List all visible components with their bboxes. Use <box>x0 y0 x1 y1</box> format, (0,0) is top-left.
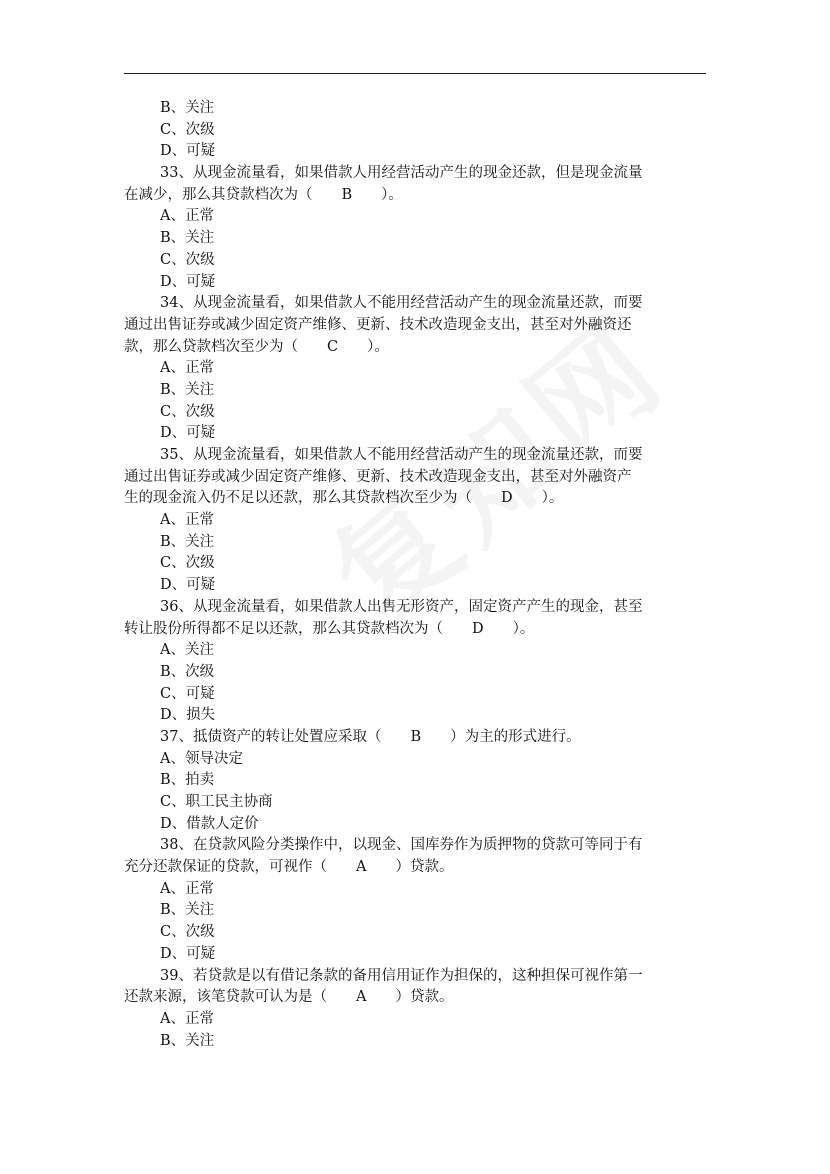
answer-option: A、关注 <box>160 642 214 659</box>
answer-option: B、关注 <box>160 381 215 398</box>
answer-option: A、正常 <box>160 208 214 225</box>
question-continuation: 在减少，那么其贷款档次为（ B ）。 <box>124 186 403 203</box>
answer-option: C、次级 <box>160 251 215 268</box>
question-text: 34、从现金流量看，如果借款人不能用经营活动产生的现金流量还款，而要 <box>160 295 643 312</box>
answer-option: D、可疑 <box>160 577 216 594</box>
answer-option: C、次级 <box>160 924 215 941</box>
answer-option: A、正常 <box>160 1010 214 1027</box>
answer-option: A、正常 <box>160 360 214 377</box>
answer-option: B、关注 <box>160 1032 215 1049</box>
question-text: 39、若贷款是以有借记条款的备用信用证作为担保的，这种担保可视作第一 <box>160 967 643 984</box>
answer-option: A、正常 <box>160 512 214 529</box>
question-text: 35、从现金流量看，如果借款人不能用经营活动产生的现金流量还款，而要 <box>160 447 643 463</box>
answer-option: D、可疑 <box>160 273 216 290</box>
question-continuation: 款，那么贷款档次至少为（ C ）。 <box>124 338 389 355</box>
answer-option: D、可疑 <box>160 945 216 962</box>
answer-option: B、关注 <box>160 230 215 247</box>
question-continuation: 还款来源，该笔贷款可认为是（ A ）贷款。 <box>124 989 454 1006</box>
question-continuation: 转让股份所得都不足以还款，那么其贷款档次为（ D ）。 <box>124 620 535 637</box>
answer-option: D、可疑 <box>160 425 216 442</box>
answer-option: D、可疑 <box>160 143 216 160</box>
header-rule <box>124 73 706 74</box>
answer-option: B、拍卖 <box>160 772 215 789</box>
answer-option: B、关注 <box>160 902 215 919</box>
question-text: 33、从现金流量看，如果借款人用经营活动产生的现金还款，但是现金流量 <box>160 165 643 182</box>
question-continuation: 通过出售证券或减少固定资产维修、更新、技术改造现金支出，甚至对外融资还 <box>124 316 632 333</box>
answer-option: C、职工民主协商 <box>160 794 273 810</box>
answer-option: B、关注 <box>160 100 215 116</box>
answer-option: C、次级 <box>160 555 215 572</box>
answer-option: A、正常 <box>160 880 214 897</box>
answer-option: B、关注 <box>160 533 215 550</box>
question-continuation: 充分还款保证的贷款，可视作（ A ）贷款。 <box>124 859 454 876</box>
answer-option: B、次级 <box>160 663 215 680</box>
document-body <box>124 98 706 1052</box>
answer-option: D、借款人定价 <box>160 815 259 832</box>
question-text: 37、抵债资产的转让处置应采取（ B ）为主的形式进行。 <box>160 728 581 745</box>
question-continuation: 生的现金流入仍不足以还款，那么其贷款档次至少为（ D ）。 <box>124 490 564 507</box>
answer-option: A、领导决定 <box>160 750 243 767</box>
answer-option: C、次级 <box>160 121 215 138</box>
answer-option: C、次级 <box>160 403 215 420</box>
answer-option: C、可疑 <box>160 685 215 702</box>
answer-option: D、损失 <box>160 707 216 724</box>
question-continuation: 通过出售证券或减少固定资产维修、更新、技术改造现金支出，甚至对外融资产 <box>124 468 632 485</box>
question-text: 36、从现金流量看，如果借款人出售无形资产，固定资产产生的现金，甚至 <box>160 598 643 615</box>
question-text: 38、在贷款风险分类操作中，以现金、国库券作为质押物的贷款可等同于有 <box>160 837 643 854</box>
